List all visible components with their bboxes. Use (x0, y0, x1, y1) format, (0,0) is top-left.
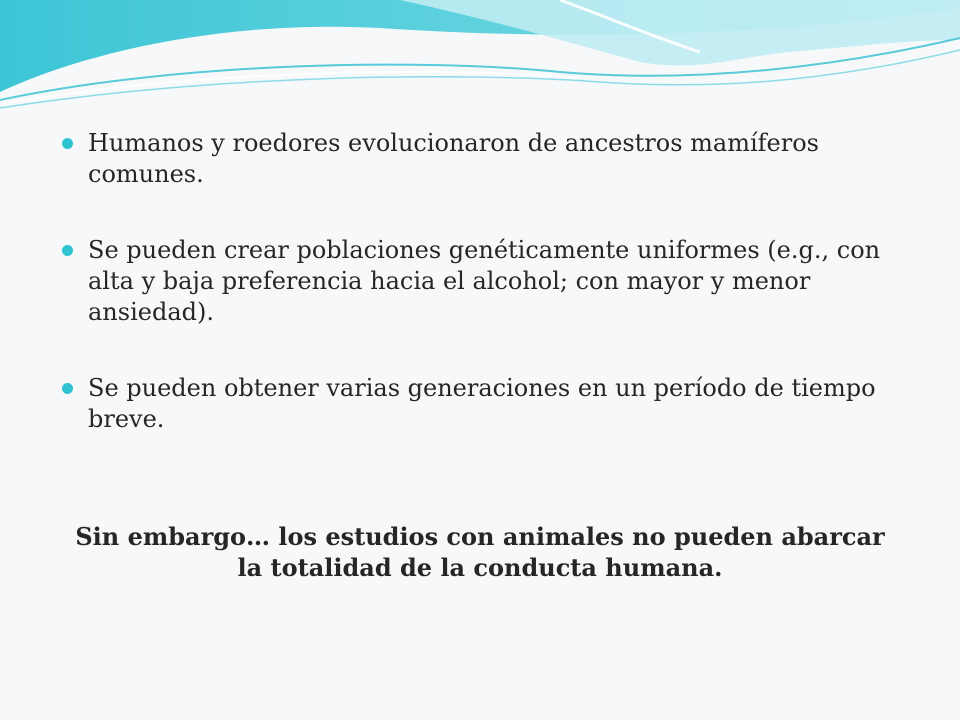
decorative-wave-header (0, 0, 960, 120)
conclusion-text: Sin embargo… los estudios con animales no pueden abarcar la totalidad de la conducta humana. (75, 522, 885, 582)
bullet-icon (62, 245, 73, 256)
bullet-icon (62, 383, 73, 394)
bullet-item (60, 235, 920, 328)
bullet-text: Se pueden obtener varias generaciones en un período de tiempo breve. (88, 374, 876, 433)
bullet-text: Humanos y roedores evolucionaron de ancestros mamíferos comunes. (88, 129, 819, 188)
bullet-item (60, 128, 920, 190)
bullet-icon (62, 138, 73, 149)
bullet-item (60, 373, 920, 435)
bullet-list (60, 128, 920, 435)
bullet-text: Se pueden crear poblaciones genéticamente uniformes (e.g., con alta y baja preferencia hacia el alcohol; con mayor y menor ansiedad). (88, 236, 881, 326)
